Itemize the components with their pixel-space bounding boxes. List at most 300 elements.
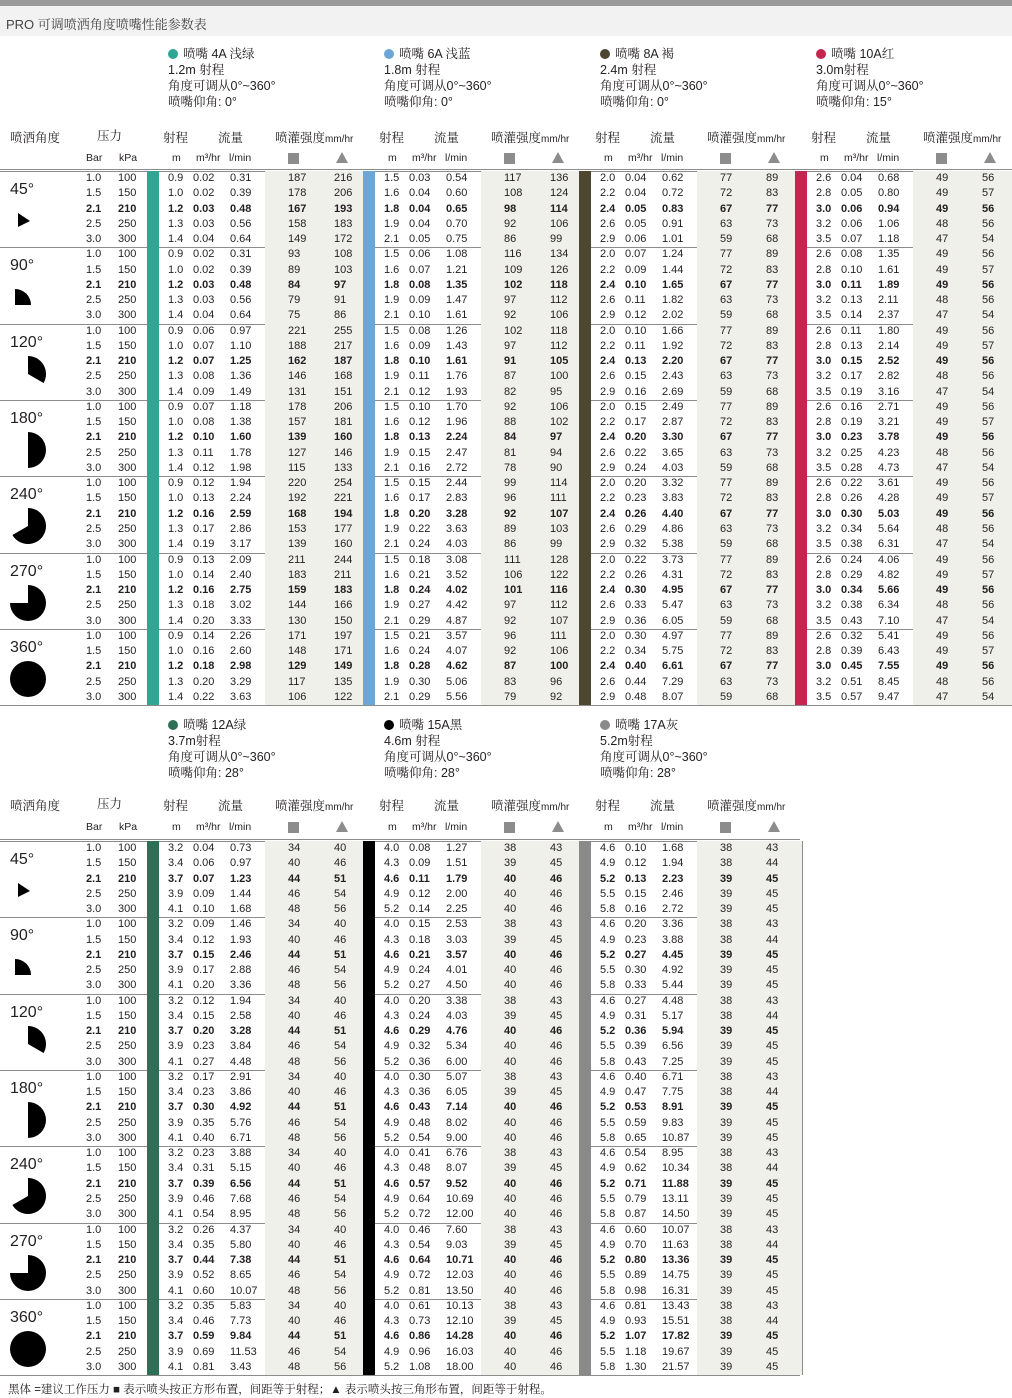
data-cell: 127	[288, 446, 307, 459]
pressure-bar: 2.1	[86, 948, 102, 961]
data-cell: 0.29	[409, 690, 431, 703]
data-cell: 0.19	[841, 385, 863, 398]
data-cell: 82	[504, 385, 517, 398]
data-cell: 2.9	[600, 309, 616, 322]
data-cell: 1.8	[384, 507, 400, 520]
data-cell: 46	[288, 1345, 301, 1358]
data-cell: 40	[288, 857, 301, 870]
data-cell: 5.8	[600, 1360, 616, 1373]
data-cell: 0.19	[193, 538, 215, 551]
data-cell: 46	[550, 1360, 563, 1373]
nozzle-line4: 喷嘴仰角: 0°	[384, 95, 453, 109]
data-cell: 40	[334, 1070, 347, 1083]
data-cell: 54	[334, 1193, 347, 1205]
data-cell: 134	[550, 248, 569, 261]
data-cell: 221	[288, 324, 307, 337]
data-cell: 34	[288, 1299, 301, 1312]
data-cell: 0.15	[625, 400, 647, 413]
data-cell: 1.61	[878, 263, 900, 276]
data-cell: 34	[288, 1223, 301, 1236]
data-cell: 0.15	[193, 948, 215, 961]
data-cell: 3.4	[168, 1009, 184, 1022]
pressure-bar: 2.5	[86, 370, 102, 383]
data-cell: 13.50	[446, 1284, 474, 1297]
data-cell: 49	[936, 202, 949, 215]
data-cell: 1.5	[384, 629, 400, 642]
pressure-bar: 1.5	[86, 1315, 102, 1328]
data-cell: 0.06	[625, 233, 647, 246]
data-cell: 8.45	[878, 675, 900, 688]
data-cell: 3.0	[816, 507, 832, 520]
data-cell: 4.95	[662, 584, 684, 597]
data-cell: 45	[766, 1025, 779, 1038]
table-bottom-line	[0, 705, 1012, 706]
data-cell: 88	[504, 416, 517, 429]
data-cell: 0.33	[625, 599, 647, 612]
nozzle-color-dot-icon	[816, 49, 826, 59]
pressure-bar: 1.0	[86, 553, 102, 566]
data-cell: 0.22	[409, 523, 431, 535]
data-cell: 40	[504, 1284, 517, 1297]
pressure-kpa: 250	[118, 964, 137, 977]
data-cell: 77	[766, 507, 779, 520]
pressure-kpa: 250	[118, 599, 137, 612]
data-cell: 3.2	[168, 918, 184, 931]
data-cell: 2.2	[600, 339, 616, 352]
data-cell: 56	[334, 1131, 347, 1144]
data-cell: 4.9	[384, 1269, 400, 1282]
data-cell: 0.75	[446, 233, 468, 246]
data-cell: 2.0	[600, 324, 616, 337]
data-cell: 112	[550, 294, 568, 307]
data-cell: 2.58	[230, 1009, 252, 1022]
data-cell: 211	[334, 568, 352, 581]
data-cell: 162	[288, 355, 307, 368]
data-cell: 92	[504, 507, 517, 520]
data-cell: 1.06	[878, 217, 900, 230]
data-cell: 1.8	[384, 355, 400, 368]
data-cell: 0.13	[841, 294, 863, 307]
data-cell: 45	[550, 857, 563, 870]
pressure-kpa: 150	[118, 416, 137, 429]
data-cell: 0.51	[841, 675, 863, 688]
data-cell: 1.9	[384, 599, 400, 612]
data-cell: 54	[334, 1345, 347, 1358]
data-cell: 0.20	[409, 507, 431, 520]
data-cell: 2.59	[230, 507, 252, 520]
data-cell: 107	[550, 614, 569, 627]
data-cell: 0.62	[662, 172, 684, 184]
data-cell: 2.8	[816, 568, 832, 581]
data-cell: 0.15	[193, 1009, 215, 1022]
data-cell: 43	[550, 918, 563, 931]
data-cell: 0.54	[193, 1208, 215, 1221]
data-cell: 45	[766, 1101, 779, 1114]
data-cell: 0.30	[625, 629, 647, 642]
pressure-bar: 1.5	[86, 187, 102, 200]
data-cell: 38	[720, 1147, 733, 1160]
data-cell: 46	[288, 887, 301, 900]
data-cell: 46	[550, 1055, 563, 1068]
data-cell: 3.4	[168, 1238, 184, 1251]
data-cell: 0.56	[230, 294, 252, 307]
pressure-kpa: 250	[118, 1040, 137, 1053]
data-cell: 34	[288, 994, 301, 1007]
data-cell: 111	[504, 553, 521, 566]
pressure-kpa: 150	[118, 1009, 137, 1022]
data-cell: 2.8	[816, 416, 832, 429]
sector-360-icon	[8, 1329, 48, 1369]
data-cell: 0.80	[878, 187, 900, 200]
data-cell: 3.4	[168, 1315, 184, 1328]
nozzle-info	[816, 46, 924, 110]
pressure-kpa: 100	[118, 324, 137, 337]
data-cell: 5.8	[600, 1284, 616, 1297]
data-cell: 0.23	[193, 1040, 215, 1053]
data-cell: 6.05	[446, 1086, 468, 1099]
pressure-bar: 2.5	[86, 1193, 102, 1205]
data-cell: 1.8	[384, 584, 400, 597]
data-cell: 8.95	[230, 1208, 252, 1221]
data-cell: 0.47	[625, 1086, 647, 1099]
data-cell: 5.80	[230, 1238, 252, 1251]
nozzle-color-dot-icon	[600, 720, 610, 730]
data-cell: 0.11	[841, 324, 862, 337]
data-cell: 0.34	[841, 523, 863, 535]
data-cell: 39	[720, 1131, 733, 1144]
pressure-kpa: 300	[118, 1284, 137, 1297]
data-cell: 5.2	[600, 1101, 616, 1114]
pressure-bar: 1.5	[86, 568, 102, 581]
data-cell: 2.24	[446, 431, 468, 444]
data-cell: 2.72	[446, 461, 468, 474]
data-cell: 102	[550, 416, 569, 429]
data-cell: 2.1	[384, 233, 400, 246]
data-cell: 49	[936, 568, 949, 581]
square-layout-icon	[288, 822, 299, 833]
data-cell: 68	[766, 461, 779, 474]
data-cell: 39	[720, 1284, 733, 1297]
data-cell: 56	[982, 324, 995, 337]
data-cell: 0.17	[193, 1070, 215, 1083]
data-cell: 92	[504, 614, 517, 627]
data-cell: 0.09	[193, 918, 215, 931]
data-cell: 38	[720, 933, 733, 946]
data-cell: 2.6	[816, 324, 832, 337]
data-cell: 5.2	[600, 1330, 616, 1343]
title-bar	[0, 6, 1012, 36]
data-cell: 0.40	[193, 1131, 215, 1144]
pressure-bar: 1.5	[86, 645, 102, 658]
data-cell: 1.4	[168, 233, 184, 246]
data-cell: 0.94	[878, 202, 900, 215]
angle-label: 120°	[10, 1003, 44, 1021]
data-cell: 8.91	[662, 1101, 684, 1114]
data-cell: 56	[982, 248, 995, 261]
data-cell: 3.36	[662, 918, 684, 931]
data-cell: 0.34	[841, 584, 863, 597]
data-cell: 3.86	[230, 1086, 252, 1099]
data-cell: 6.43	[878, 645, 900, 658]
pressure-kpa: 210	[118, 1330, 137, 1343]
pressure-kpa: 300	[118, 538, 137, 551]
data-cell: 77	[766, 278, 779, 291]
data-cell: 45	[766, 948, 779, 961]
data-cell: 51	[334, 948, 347, 961]
data-cell: 0.23	[625, 933, 647, 946]
data-cell: 0.20	[193, 614, 215, 627]
pressure-kpa: 210	[118, 584, 137, 597]
pressure-bar: 2.5	[86, 217, 102, 230]
data-cell: 5.94	[662, 1025, 684, 1038]
data-cell: 77	[766, 584, 779, 597]
data-cell: 89	[504, 523, 517, 535]
data-cell: 0.06	[409, 248, 431, 261]
data-cell: 49	[936, 629, 949, 642]
data-cell: 46	[550, 1101, 563, 1114]
data-cell: 0.17	[193, 523, 215, 535]
data-cell: 46	[550, 872, 563, 885]
data-cell: 3.9	[168, 1345, 184, 1358]
data-cell: 4.0	[384, 994, 400, 1007]
data-cell: 67	[720, 278, 733, 291]
data-cell: 5.83	[230, 1299, 252, 1312]
data-cell: 2.11	[878, 294, 899, 307]
data-cell: 116	[504, 248, 522, 261]
data-cell: 0.27	[625, 948, 647, 961]
data-cell: 81	[504, 446, 517, 459]
data-cell: 46	[334, 1086, 347, 1099]
data-cell: 1.4	[168, 614, 184, 627]
nozzle-color-bar	[147, 171, 159, 705]
data-cell: 49	[936, 660, 949, 673]
data-cell: 2.6	[600, 294, 616, 307]
data-cell: 44	[288, 948, 301, 961]
data-cell: 1.21	[446, 263, 468, 276]
pressure-kpa: 150	[118, 1315, 137, 1328]
data-cell: 9.03	[446, 1238, 468, 1251]
data-cell: 2.88	[230, 964, 252, 977]
data-cell: 0.12	[625, 309, 647, 322]
data-cell: 136	[550, 172, 569, 184]
data-cell: 49	[936, 248, 949, 261]
data-cell: 1.65	[662, 278, 684, 291]
data-cell: 0.17	[841, 370, 863, 383]
angle-label: 180°	[10, 409, 44, 427]
data-cell: 4.0	[384, 1223, 400, 1236]
data-cell: 0.14	[193, 629, 215, 642]
data-cell: 0.59	[193, 1330, 215, 1343]
data-cell: 15.51	[662, 1315, 690, 1328]
data-cell: 0.54	[446, 172, 468, 184]
header-intensity-unit: mm/hr	[325, 134, 354, 145]
pressure-kpa: 100	[118, 400, 137, 413]
data-cell: 106	[550, 217, 569, 230]
data-cell: 0.05	[625, 202, 647, 215]
nozzle-line2: 1.2m 射程	[168, 63, 225, 77]
data-cell: 1.43	[446, 339, 468, 352]
data-cell: 0.64	[230, 233, 252, 246]
data-cell: 0.04	[409, 217, 431, 230]
data-cell: 72	[720, 645, 733, 658]
data-cell: 39	[504, 933, 517, 946]
data-cell: 0.07	[193, 872, 215, 885]
data-cell: 1.6	[384, 568, 400, 581]
data-cell: 3.61	[878, 477, 900, 490]
data-cell: 0.10	[193, 431, 215, 444]
pressure-kpa: 300	[118, 233, 137, 246]
data-cell: 0.06	[841, 202, 863, 215]
nozzle-name: 喷嘴 15A黑	[399, 718, 463, 732]
data-cell: 47	[936, 461, 949, 474]
data-cell: 3.7	[168, 1025, 184, 1038]
pressure-bar: 1.5	[86, 933, 102, 946]
header-intensity-unit: mm/hr	[541, 802, 570, 813]
data-cell: 5.2	[600, 872, 616, 885]
data-cell: 0.81	[409, 1284, 431, 1297]
data-cell: 9.84	[230, 1330, 252, 1343]
data-cell: 0.54	[625, 1147, 647, 1160]
data-cell: 1.44	[230, 887, 252, 900]
data-cell: 2.98	[230, 660, 252, 673]
data-cell: 40	[504, 1116, 517, 1129]
data-cell: 5.8	[600, 979, 616, 992]
data-cell: 40	[504, 1177, 517, 1190]
data-cell: 63	[720, 370, 733, 383]
square-layout-icon	[720, 153, 731, 164]
data-cell: 3.4	[168, 933, 184, 946]
data-cell: 48	[936, 370, 949, 383]
data-cell: 59	[720, 614, 733, 627]
data-cell: 7.60	[446, 1223, 468, 1236]
data-cell: 0.02	[193, 172, 215, 184]
data-cell: 3.9	[168, 1116, 184, 1129]
header-kpa: kPa	[119, 152, 138, 164]
data-cell: 18.00	[446, 1360, 474, 1373]
data-cell: 0.20	[625, 431, 647, 444]
data-cell: 0.31	[230, 172, 252, 184]
data-cell: 6.05	[662, 614, 684, 627]
data-cell: 0.9	[168, 400, 184, 413]
data-cell: 40	[504, 872, 517, 885]
header-flow: 流量	[650, 799, 676, 813]
data-cell: 0.35	[193, 1299, 215, 1312]
data-cell: 38	[720, 1070, 733, 1083]
data-cell: 0.30	[409, 675, 431, 688]
data-cell: 2.9	[600, 233, 616, 246]
data-cell: 77	[766, 431, 779, 444]
pressure-bar: 1.5	[86, 339, 102, 352]
data-cell: 77	[720, 324, 733, 337]
header-intensity-unit: mm/hr	[325, 802, 354, 813]
data-cell: 4.03	[446, 1009, 468, 1022]
data-cell: 4.9	[384, 1040, 400, 1053]
data-cell: 39	[504, 857, 517, 870]
data-cell: 99	[504, 477, 517, 490]
data-cell: 4.23	[878, 446, 900, 459]
data-cell: 0.83	[662, 202, 684, 215]
sector-270-icon	[8, 583, 48, 623]
nozzle-info	[168, 46, 276, 110]
data-cell: 0.11	[841, 278, 862, 291]
angle-label: 45°	[10, 181, 35, 198]
data-cell: 5.38	[662, 538, 684, 551]
data-cell: 0.39	[625, 1040, 647, 1053]
data-cell: 45	[766, 1208, 779, 1221]
data-cell: 2.0	[600, 629, 616, 642]
data-cell: 0.44	[625, 675, 647, 688]
nozzle-line3: 角度可调从0°~360°	[168, 79, 276, 93]
pressure-bar: 2.5	[86, 1040, 102, 1053]
nozzle-line3: 角度可调从0°~360°	[600, 79, 708, 93]
data-cell: 46	[288, 1193, 301, 1205]
data-cell: 56	[334, 1055, 347, 1068]
data-cell: 0.72	[409, 1269, 431, 1282]
data-cell: 0.15	[409, 477, 431, 490]
data-cell: 0.09	[625, 263, 647, 276]
data-cell: 1.18	[878, 233, 900, 246]
data-cell: 73	[766, 446, 779, 459]
pressure-kpa: 150	[118, 645, 137, 658]
data-cell: 40	[504, 1025, 517, 1038]
data-cell: 0.61	[409, 1299, 431, 1312]
data-cell: 0.10	[625, 842, 647, 854]
header-intensity	[491, 128, 569, 146]
data-cell: 0.24	[409, 964, 431, 977]
data-cell: 2.2	[600, 416, 616, 429]
data-cell: 151	[334, 385, 353, 398]
data-cell: 0.18	[409, 933, 431, 946]
data-cell: 1.4	[168, 385, 184, 398]
data-cell: 2.71	[878, 400, 900, 413]
data-cell: 46	[550, 1330, 563, 1343]
data-cell: 10.71	[446, 1254, 474, 1267]
pressure-bar: 2.5	[86, 675, 102, 688]
pressure-bar: 1.0	[86, 477, 102, 490]
data-cell: 2.2	[600, 645, 616, 658]
data-cell: 77	[720, 248, 733, 261]
data-cell: 2.1	[384, 309, 400, 322]
data-cell: 90	[550, 461, 563, 474]
data-cell: 40	[334, 1147, 347, 1160]
pressure-kpa: 210	[118, 431, 137, 444]
data-cell: 0.16	[193, 584, 215, 597]
data-cell: 1.51	[446, 857, 468, 870]
data-cell: 4.9	[600, 1086, 616, 1099]
data-cell: 2.6	[600, 675, 616, 688]
data-cell: 48	[288, 903, 301, 916]
data-cell: 0.24	[409, 538, 431, 551]
data-cell: 5.06	[446, 675, 468, 688]
data-cell: 0.28	[841, 461, 863, 474]
data-cell: 0.09	[409, 294, 431, 307]
data-cell: 2.87	[662, 416, 684, 429]
data-cell: 0.54	[409, 1131, 431, 1144]
data-cell: 106	[504, 568, 523, 581]
data-cell: 0.17	[625, 416, 647, 429]
data-cell: 5.2	[384, 979, 400, 992]
data-cell: 100	[550, 660, 569, 673]
data-cell: 0.31	[625, 1009, 647, 1022]
header-lmin: l/min	[661, 152, 684, 164]
data-cell: 4.9	[384, 1345, 400, 1358]
data-cell: 40	[504, 887, 517, 900]
data-cell: 2.25	[446, 903, 468, 916]
data-cell: 56	[334, 979, 347, 992]
pressure-bar: 2.1	[86, 431, 102, 444]
header-m3hr: m³/hr	[412, 152, 437, 164]
data-cell: 183	[288, 568, 307, 581]
